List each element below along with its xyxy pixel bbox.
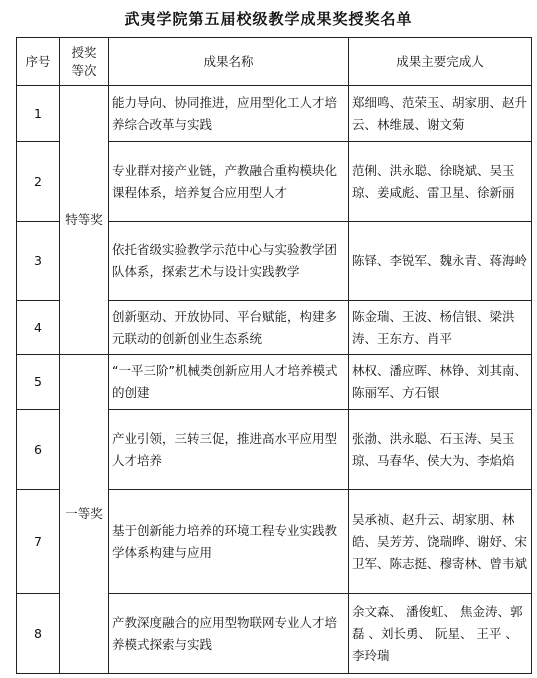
table-header-row — [17, 38, 532, 86]
achievement-people: 余文森、 潘俊虹、 焦金涛、郭磊 、刘长勇、 阮星、 王平 、李玲瑞 — [349, 594, 532, 674]
row-number: 1 — [17, 86, 60, 142]
row-number: 8 — [17, 594, 60, 674]
row-number: 2 — [17, 142, 60, 222]
achievement-name: 基于创新能力培养的环境工程专业实践教学体系构建与应用 — [109, 490, 349, 594]
table-row — [17, 355, 532, 410]
achievement-name: “一平三阶”机械类创新应用人才培养模式的创建 — [109, 355, 349, 410]
row-number: 7 — [17, 490, 60, 594]
achievement-people: 张渤、洪永聪、石玉涛、吴玉琼、马春华、侯大为、李焰焰 — [349, 410, 532, 490]
achievement-name: 创新驱动、开放协同、平台赋能，构建多元联动的创新创业生态系统 — [109, 301, 349, 355]
achievement-name: 专业群对接产业链，产教融合重构模块化课程体系，培养复合应用型人才 — [109, 142, 349, 222]
achievement-name: 依托省级实验教学示范中心与实验教学团队体系，探索艺术与设计实践教学 — [109, 222, 349, 301]
header-level: 授奖 等次 — [60, 38, 109, 86]
award-level-first: 一等奖 — [60, 355, 109, 674]
achievement-name: 产教深度融合的应用型物联网专业人才培养模式探索与实践 — [109, 594, 349, 674]
achievement-people: 林权、潘应晖、林铮、刘其南、陈丽军、方石银 — [349, 355, 532, 410]
achievement-people: 陈铎、李锐军、魏永青、蒋海岭 — [349, 222, 532, 301]
award-table — [16, 37, 532, 674]
header-people: 成果主要完成人 — [349, 38, 532, 86]
achievement-people: 范俐、洪永聪、徐晓斌、吴玉琼、姜咸彪、雷卫星、徐新丽 — [349, 142, 532, 222]
award-level-special: 特等奖 — [60, 86, 109, 355]
header-name: 成果名称 — [109, 38, 349, 86]
achievement-people: 吴承祯、赵升云、胡家朋、林皓、吴芳芳、饶瑞晔、谢妤、宋卫军、陈志挺、穆寄林、曾韦斌 — [349, 490, 532, 594]
table-row — [17, 86, 532, 142]
achievement-people: 陈金瑞、王波、杨信银、梁洪涛、王东方、肖平 — [349, 301, 532, 355]
achievement-name: 产业引领，三转三促，推进高水平应用型人才培养 — [109, 410, 349, 490]
row-number: 3 — [17, 222, 60, 301]
row-number: 5 — [17, 355, 60, 410]
row-number: 4 — [17, 301, 60, 355]
page-title: 武夷学院第五届校级教学成果奖授奖名单 — [124, 10, 413, 28]
achievement-name: 能力导向、协同推进，应用型化工人才培养综合改革与实践 — [109, 86, 349, 142]
achievement-people: 郑细鸣、范荣玉、胡家朋、赵升云、林维晟、谢文菊 — [349, 86, 532, 142]
header-no: 序号 — [17, 38, 60, 86]
row-number: 6 — [17, 410, 60, 490]
